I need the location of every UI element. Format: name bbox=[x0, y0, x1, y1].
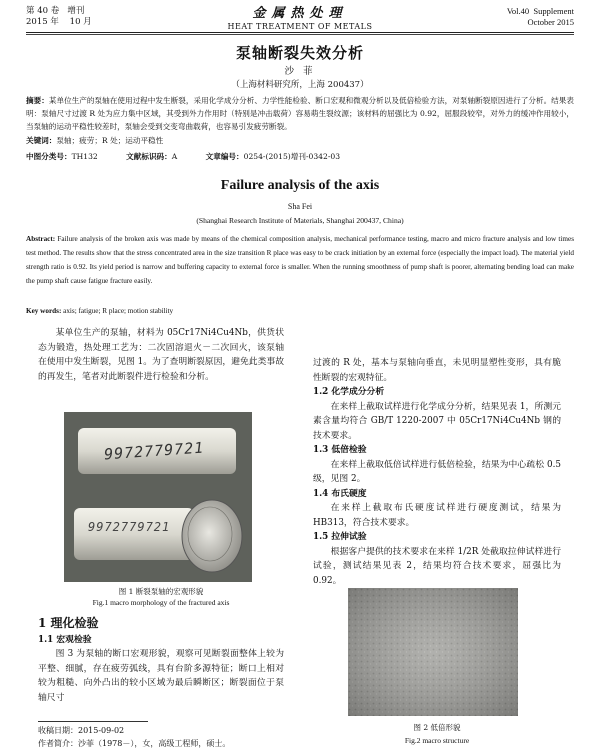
abstract-cn bbox=[26, 94, 574, 133]
footnote bbox=[38, 724, 284, 750]
abstract-text-en: Failure analysis of the broken axis was made by means of the chemical composition analysis, mechanical performance testing, macro and micro fracture analysis and low times test method. The results show that the stress concentrated area in the size transition R place was easy to be crack initiation by an external force (especially the impact load). The material yield strength ratio is 0.92. Its yield period is narrow and buffering capacity to external force is smaller. When the running smoothness of pump shaft is poorer, alternating bending load can make the pump shaft cause fatigue fracture easily. bbox=[26, 235, 575, 285]
figure-2-caption-cn: 图 2 低倍形貌 bbox=[413, 723, 461, 732]
section-1-heading: 1 理化检验 bbox=[38, 616, 99, 630]
supplement-cn: 增刊 bbox=[67, 6, 85, 16]
journal-title-en: HEAT TREATMENT OF METALS bbox=[227, 22, 373, 31]
supplement-en: Supplement bbox=[533, 6, 574, 16]
section-1-5-heading: 1.5 拉伸试验 bbox=[313, 532, 367, 542]
section-1-5-text: 根据客户提供的技术要求在来样 1/2R 处截取拉伸试样进行试验，测试结果见表 2，结果均符合技术要求，屈强比为 0.92。 bbox=[313, 546, 561, 586]
keywords-en bbox=[26, 307, 574, 315]
article-title-cn: 泵轴断裂失效分析 bbox=[235, 44, 364, 62]
left-column-intro bbox=[38, 326, 284, 384]
macro-structure-texture bbox=[348, 588, 518, 716]
author-en: Sha Fei bbox=[287, 202, 313, 211]
section-1-3-heading: 1.3 低倍检验 bbox=[313, 445, 367, 455]
keywords-cn bbox=[26, 135, 574, 146]
axis-marking-lower: 9972779721 bbox=[88, 520, 171, 534]
fractured-axis-illustration bbox=[64, 412, 252, 582]
section-1-1-continued: 过渡的 R 处，基本与泵轴向垂直，未见明显塑性变形，具有脆性断裂的宏观特征。 bbox=[313, 358, 561, 383]
axis-marking-upper: 9972779721 bbox=[103, 438, 205, 464]
section-1-3-text: 在来样上截取低倍试样进行低倍检验，结果为中心疏松 0.5 级，见图 2。 bbox=[313, 459, 561, 484]
article-title-en: Failure analysis of the axis bbox=[220, 178, 380, 193]
footnote-rule bbox=[38, 721, 148, 722]
classification-row bbox=[26, 151, 574, 162]
keywords-text-en: axis; fatigue; R place; motion stability bbox=[63, 307, 174, 315]
clc-label: 中图分类号： bbox=[26, 152, 72, 161]
affiliation-en: (Shanghai Research Institute of Materials, Shanghai 200437, China) bbox=[196, 216, 404, 225]
volume-en: Vol.40 bbox=[506, 6, 530, 16]
keywords-text-cn: 泵轴；疲劳；R 处；运动平稳性 bbox=[56, 136, 164, 145]
article-no-value: 0254-(2015)增刊-0342-03 bbox=[243, 152, 341, 161]
figure-2-photo bbox=[348, 588, 518, 716]
figure-1-caption-cn: 图 1 断裂泵轴的宏观形貌 bbox=[118, 587, 204, 596]
journal-title-cn: 金属热处理 bbox=[252, 6, 348, 21]
author-bio: 作者简介：沙菲（1978－），女，高级工程师，硕士。 bbox=[38, 739, 231, 748]
received-date: 收稿日期：2015-09-02 bbox=[38, 726, 125, 735]
doc-code-label: 文献标识码： bbox=[126, 152, 172, 161]
volume-cn: 第 40 卷 bbox=[26, 6, 60, 16]
header-rule bbox=[26, 32, 574, 33]
right-column bbox=[313, 356, 561, 588]
figure-2-caption-en: Fig.2 macro structure bbox=[404, 736, 470, 745]
date-en: October 2015 bbox=[527, 17, 574, 27]
keywords-label-cn: 关键词： bbox=[26, 136, 57, 145]
month-cn: 10 月 bbox=[69, 17, 92, 27]
abstract-label-cn: 摘要： bbox=[26, 96, 49, 105]
section-1-2-text: 在来样上截取试样进行化学成分分析，结果见表 1，所测元素含量均符合 GB/T 1220-2007 中 05Cr17Ni4Cu4Nb 钢的技术要求。 bbox=[313, 401, 561, 441]
section-1-2-heading: 1.2 化学成分分析 bbox=[313, 387, 385, 397]
header-right bbox=[507, 6, 574, 28]
header-rule-thin bbox=[26, 34, 574, 35]
section-1-1-heading: 1.1 宏观检验 bbox=[38, 634, 92, 645]
section-1-1-text: 图 3 为泵轴的断口宏观形貌，观察可见断裂面整体上较为平整、细腻，存在疲劳弧线，具有台阶多源特征；断口上相对较为粗糙、向外凸出的较小区域为最后瞬断区；断裂面位于泵轴尺寸 bbox=[38, 649, 284, 703]
section-1-4-heading: 1.4 布氏硬度 bbox=[313, 488, 367, 499]
figure-1-photo bbox=[64, 412, 252, 582]
year-cn: 2015 年 bbox=[26, 17, 59, 27]
abstract-en bbox=[26, 232, 574, 288]
clc-value: TH132 bbox=[71, 152, 98, 161]
doc-code-value: A bbox=[171, 152, 178, 161]
abstract-text-cn: 某单位生产的泵轴在使用过程中发生断裂，采用化学成分分析、力学性能检验、断口宏观和微观分析以及低倍检验方法，对泵轴断裂原因进行了分析。结果表明：泵轴尺寸过渡 R 处为应力集中区域，其受到外力作用时（特别是冲击载荷）容易萌生裂纹源；该材料的屈强比为 0.92，屈服段较窄，对外力的缓冲作用较小，当泵轴的运动平稳性较差时，泵轴会受到交变弯曲载荷，也容易引发疲劳断裂。 bbox=[26, 96, 575, 131]
abstract-label-en: Abstract: bbox=[26, 235, 56, 243]
author-cn: 沙 菲 bbox=[284, 66, 316, 77]
affiliation-cn: （上海材料研究所，上海 200437） bbox=[231, 80, 369, 90]
keywords-label-en: Key words: bbox=[26, 307, 62, 315]
figure-1-caption-en: Fig.1 macro morphology of the fractured axis bbox=[92, 598, 230, 607]
article-no-label: 文章编号： bbox=[205, 152, 244, 161]
intro-paragraph: 某单位生产的泵轴，材料为 05Cr17Ni4Cu4Nb，供货状态为锻造，热处理工艺为：二次固溶退火－二次回火，该泵轴在使用中发生断裂，见图 1。为了查明断裂原因，避免此类事故的再发生，笔者对此断裂件进行检验和分析。 bbox=[38, 328, 284, 382]
section-1-4-text: 在来样上截取布氏硬度试样进行硬度测试，结果为 HB313，符合技术要求。 bbox=[313, 503, 561, 528]
left-column-section1 bbox=[38, 612, 284, 705]
